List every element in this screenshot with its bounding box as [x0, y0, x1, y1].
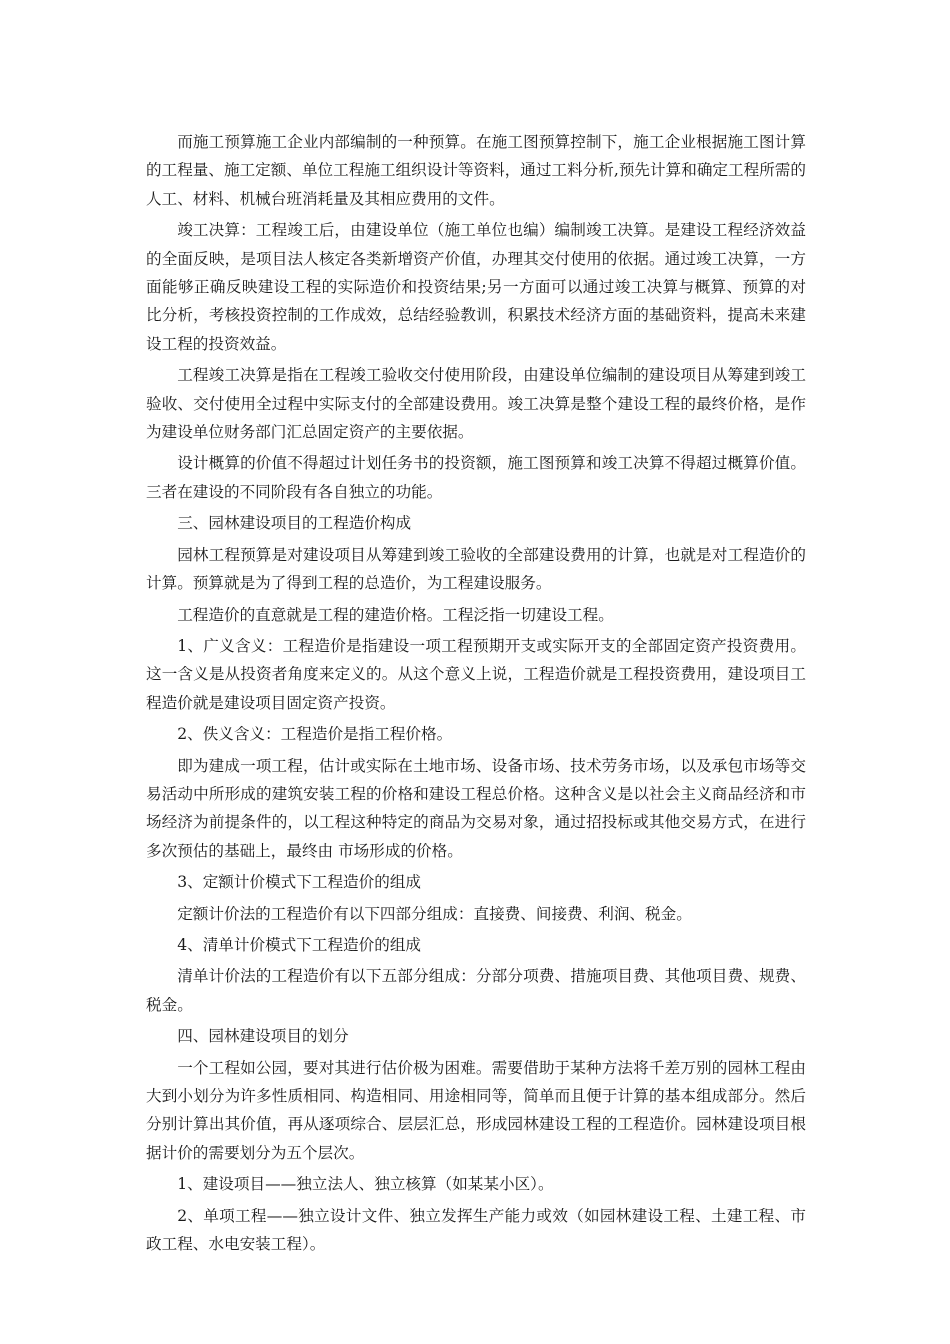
paragraph: 设计概算的价值不得超过计划任务书的投资额，施工图预算和竣工决算不得超过概算价值。三者在建设的不同阶段有各自独立的功能。: [146, 454, 806, 501]
list-item: 1、广义含义：工程造价是指建设一项工程预期开支或实际开支的全部固定资产投资费用。这一含义是从投资者角度来定义的。从这个意义上说，工程造价就是工程投资费用，建设项目工程造价就是建设项目固定资产投资。: [146, 636, 806, 712]
paragraph: 即为建成一项工程，估计或实际在土地市场、设备市场、技术劳务市场，以及承包市场等交易活动中所形成的建筑安装工程的价格和建设工程总价格。这种含义是以社会主义商品经济和市场经济为前提条件的，以工程这种特定的商品为交易对象，通过招投标或其他交易方式，在进行多次预估的基础上，最终由 市场形成的价格。: [146, 756, 806, 860]
paragraph: 工程竣工决算是指在工程竣工验收交付使用阶段，由建设单位编制的建设项目从筹建到竣工验收、交付使用全过程中实际支付的全部建设费用。竣工决算是整个建设工程的最终价格，是作为建设单位财务部门汇总固定资产的主要依据。: [146, 366, 806, 442]
list-item: 2、单项工程——独立设计文件、独立发挥生产能力或效（如园林建设工程、土建工程、市政工程、水电安装工程）。: [146, 1206, 806, 1254]
list-item: 1、建设项目——独立法人、独立核算（如某某小区）。: [177, 1175, 554, 1194]
section-heading: 三、园林建设项目的工程造价构成: [177, 514, 412, 533]
paragraph: 一个工程如公园，要对其进行估价极为困难。需要借助于某种方法将千差万别的园林工程由大到小划分为许多性质相同、构造相同、用途相同等，简单而且便于计算的基本组成部分。然后分别计算出其价值，再从逐项综合、层层汇总，形成园林建设工程的工程造价。园林建设项目根据计价的需要划分为五个层次。: [146, 1058, 806, 1162]
list-item: 2、佚义含义：工程造价是指工程价格。: [177, 725, 453, 744]
paragraph: 定额计价法的工程造价有以下四部分组成：直接费、间接费、利润、税金。: [177, 904, 692, 923]
paragraph: 工程造价的直意就是工程的建造价格。工程泛指一切建设工程。: [177, 605, 614, 624]
paragraph: 而施工预算施工企业内部编制的一种预算。在施工图预算控制下，施工企业根据施工图计算的工程量、施工定额、单位工程施工组织设计等资料，通过工料分析,预先计算和确定工程所需的人工、材料、机械台班消耗量及其相应费用的文件。: [146, 133, 806, 208]
subsection-heading: 4、清单计价模式下工程造价的组成: [177, 935, 422, 954]
paragraph: 园林工程预算是对建设项目从筹建到竣工验收的全部建设费用的计算，也就是对工程造价的计算。预算就是为了得到工程的总造价，为工程建设服务。: [146, 545, 806, 593]
document-body: [146, 128, 806, 1261]
paragraph: 清单计价法的工程造价有以下五部分组成：分部分项费、措施项目费、其他项目费、规费、税金。: [146, 967, 806, 1014]
subsection-heading: 3、定额计价模式下工程造价的组成: [177, 873, 422, 892]
paragraph: 竣工决算：工程竣工后，由建设单位（施工单位也编）编制竣工决算。是建设工程经济效益的全面反映，是项目法人核定各类新增资产价值，办理其交付使用的依据。通过竣工决算，一方面能够正确反映建设工程的实际造价和投资结果;另一方面可以通过竣工决算与概算、预算的对比分析，考核投资控制的工作成效，总结经验教训，积累技术经济方面的基础资料，提高未来建设工程的投资效益。: [146, 221, 806, 353]
section-heading: 四、园林建设项目的划分: [177, 1027, 349, 1046]
